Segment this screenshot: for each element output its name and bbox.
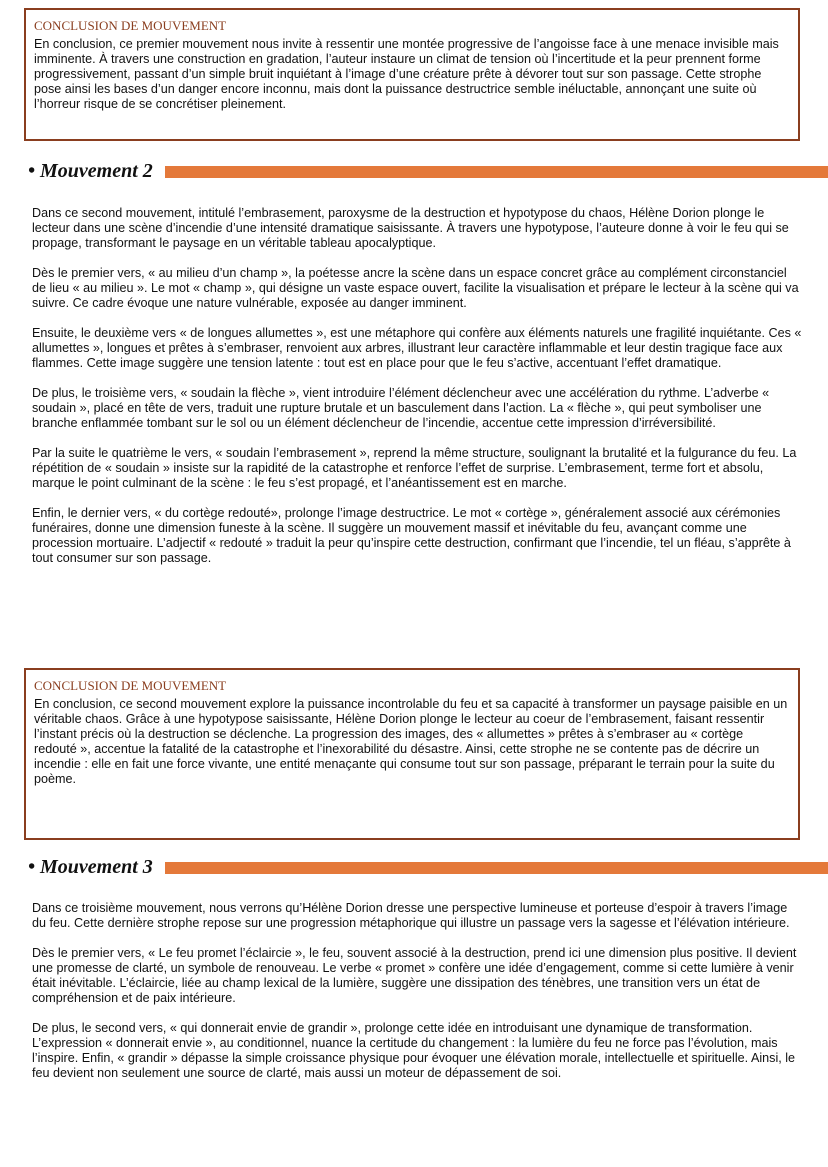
conclusion-text: En conclusion, ce second mouvement explore la puissance incontrolable du feu et sa capacité à transformer un paysage paisible en un véritable chaos. Grâce à une hypotypose saisissante, Hélène Dorion plonge le lecteur au coeur de l’embrasement, faisant ressentir l’instant précis où la destruction se déclenche. La progression des images, des « allumettes » prêtes à s’embraser au « cortège redouté », accentue la fatalité de la catastrophe et l’inexorabilité du désastre. Ainsi, cette strophe ne se contente pas de décrire un incendie : elle en fait une force vivante, une entité menaçante qui consume tout sur son passage, préparant le terrain pour la suite du poème.	[34, 697, 788, 786]
heading-text: • Mouvement 3	[28, 856, 153, 878]
section-heading-mouvement-3	[28, 856, 828, 879]
section-heading-mouvement-2	[28, 160, 828, 183]
heading-text: • Mouvement 2	[28, 160, 153, 182]
paragraph: De plus, le troisième vers, « soudain la flèche », vient introduire l’élément déclencheur avec une accélération du rythme. L’adverbe « soudain », placé en tête de vers, traduit une rupture brutale et un basculement dans l’action. La « flèche », qui peut symboliser une branche enflammée tombant sur le sol ou un élément déclencheur de l’incendie, accentue cette impression d’irréversibilité.	[32, 386, 770, 430]
conclusion-text: En conclusion, ce premier mouvement nous invite à ressentir une montée progressive de l’angoisse face à une menace invisible mais imminente. À travers une construction en gradation, l’auteur instaure un climat de tension où l’incertitude et la peur prennent forme progressivement, passant d’un simple bruit inquiétant à l’image d’une créature prête à dévorer tout sur son passage. Cette strophe pose ainsi les bases d’un danger encore inconnu, mais dont la puissance destructrice semble inéluctable, annonçant une suite où l’horreur risque de se concrétiser pleinement.	[34, 37, 779, 111]
paragraph: De plus, le second vers, « qui donnerait envie de grandir », prolonge cette idée en introduisant une dynamique de transformation. L’expression « donnerait envie », au conditionnel, nuance la certitude du changement : la lumière du feu ne force pas l’évolution, mais l’inspire. Enfin, « grandir » dépasse la simple croissance physique pour évoquer une élévation morale, intellectuelle et spirituelle. Ainsi, le feu devient non seulement une source de clarté, mais aussi un moteur de dépassement de soi.	[32, 1021, 796, 1080]
paragraph: Dès le premier vers, « au milieu d’un champ », la poétesse ancre la scène dans un espace concret grâce au complément circonstanciel de lieu « au milieu ». Le mot « champ », qui désigne un vaste espace ouvert, facilite la visualisation et prépare le lecteur à la scène qui va suivre. Ce cadre évoque une nature vulnérable, exposée au danger imminent.	[32, 266, 799, 310]
conclusion-box-1	[24, 8, 800, 141]
conclusion-box-2	[24, 668, 800, 840]
paragraph: Par la suite le quatrième le vers, « soudain l’embrasement », reprend la même structure, soulignant la brutalité et la fulgurance du feu. La répétition de « soudain » insiste sur la rapidité de la catastrophe et renforce l’effet de surprise. L’embrasement, terme fort et absolu, marque le point culminant de la scène : le feu s’est propagé, et l’anéantissement est en marche.	[32, 446, 797, 490]
paragraph: Dès le premier vers, « Le feu promet l’éclaircie », le feu, souvent associé à la destruction, prend ici une dimension plus positive. Il devient une promesse de clarté, un symbole de renouveau. Le verbe « promet » confère une idée d’engagement, comme si cette lumière à venir était inévitable. L’éclaircie, liée au champ lexical de la lumière, suggère une dissipation des ténèbres, une transition vers un état de compréhension et de paix intérieure.	[32, 946, 797, 1005]
heading-divider-bar	[165, 166, 828, 178]
conclusion-title: CONCLUSION DE MOUVEMENT	[34, 678, 227, 693]
conclusion-title: CONCLUSION DE MOUVEMENT	[34, 18, 227, 33]
mouvement-2-body	[32, 206, 802, 581]
paragraph: Enfin, le dernier vers, « du cortège redouté», prolonge l’image destructrice. Le mot « cortège », généralement associé aux cérémonies funéraires, donne une dimension funeste à la scène. Il suggère un mouvement massif et inévitable du feu, avançant comme une procession mortuaire. L’adjectif « redouté » traduit la peur qu’inspire cette destruction, confirmant que l’incendie, tel un fléau, s’apprête à tout consumer sur son passage.	[32, 506, 791, 565]
heading-divider-bar	[165, 862, 828, 874]
mouvement-3-body	[32, 901, 802, 1096]
paragraph: Dans ce second mouvement, intitulé l’embrasement, paroxysme de la destruction et hypotypose du chaos, Hélène Dorion plonge le lecteur dans une scène d’incendie d’une intensité dramatique saisissante. À travers une hypotypose, l’auteure donne à voir le feu qui se propage, transformant le paysage en un véritable tableau apocalyptique.	[32, 206, 789, 250]
paragraph: Ensuite, le deuxième vers « de longues allumettes », est une métaphore qui confère aux éléments naturels une fragilité inquiétante. Ces « allumettes », longues et prêtes à s’embraser, renvoient aux arbres, illustrant leur caractère inflammable et leur destin tragique face aux flammes. Cette image suggère une tension latente : tout est en place pour que le feu s’active, accentuant l’effet dramatique.	[32, 326, 802, 370]
paragraph: Dans ce troisième mouvement, nous verrons qu’Hélène Dorion dresse une perspective lumineuse et porteuse d’espoir à travers l’image du feu. Cette dernière strophe repose sur une progression métaphorique qui illustre un passage vers la sagesse et l’élévation intérieure.	[32, 901, 790, 930]
